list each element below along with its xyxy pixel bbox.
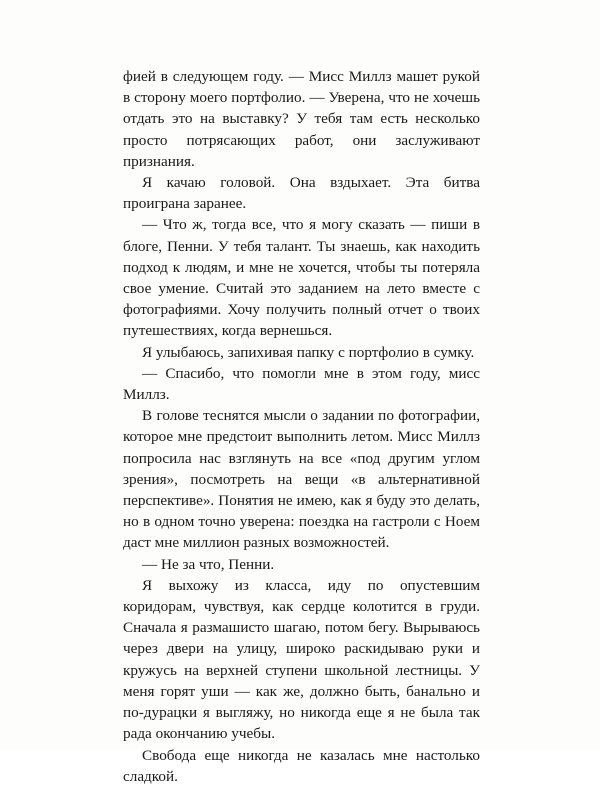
paragraph: — Что ж, тогда все, что я могу сказать — пиши в блоге, Пенни. У тебя талант. Ты знаешь, как находить подход к людям, и мне не хочется, чтобы ты потеряла свое умение. Считай это заданием на лето вместе с фотографиями. Хочу получить полный отчет о твоих путешествиях, когда вернешься. [123, 216, 480, 340]
paragraph: Я улыбаюсь, запихивая папку с портфолио в сумку. [142, 343, 475, 361]
paragraph: Я качаю головой. Она вздыхает. Эта битва проиграна заранее. [123, 174, 480, 213]
page-text [123, 66, 480, 787]
paragraph: Я выхожу из класса, иду по опустевшим коридорам, чувствуя, как сердце колотится в груди. Сначала я размашисто шагаю, потом бегу. Вырываюсь через двери на улицу, широко раскидываю руки и кружусь на верхней ступени школьной лестницы. У меня горят уши — как же, должно быть, банально и по-дурацки я выгляжу, но никогда еще я не была так рада окончанию учебы. [123, 576, 480, 743]
paragraph-continuation: фией в следующем году. — Мисс Миллз машет рукой в сторону моего портфолио. — Уверена, что не хочешь отдать это на выставку? У тебя там есть несколько просто потрясающих работ, они заслуживают признания. [123, 68, 480, 170]
paragraph: Свобода еще никогда не казалась мне настолько сладкой. [123, 746, 480, 785]
paragraph: — Спасибо, что помогли мне в этом году, мисс Миллз. [123, 364, 480, 404]
paragraph: В голове теснятся мысли о задании по фотографии, которое мне предстоит выполнить летом. Мисс Миллз попросила нас взглянуть на все «под другим углом зрения», посмотреть на вещи «в альтернативной перспективе». Понятия не имею, как я буду это делать, но в одном точно уверена: поездка на гастроли с Ноем даст мне миллион разных возможностей. [123, 407, 480, 552]
paragraph: — Не за что, Пенни. [142, 555, 275, 573]
